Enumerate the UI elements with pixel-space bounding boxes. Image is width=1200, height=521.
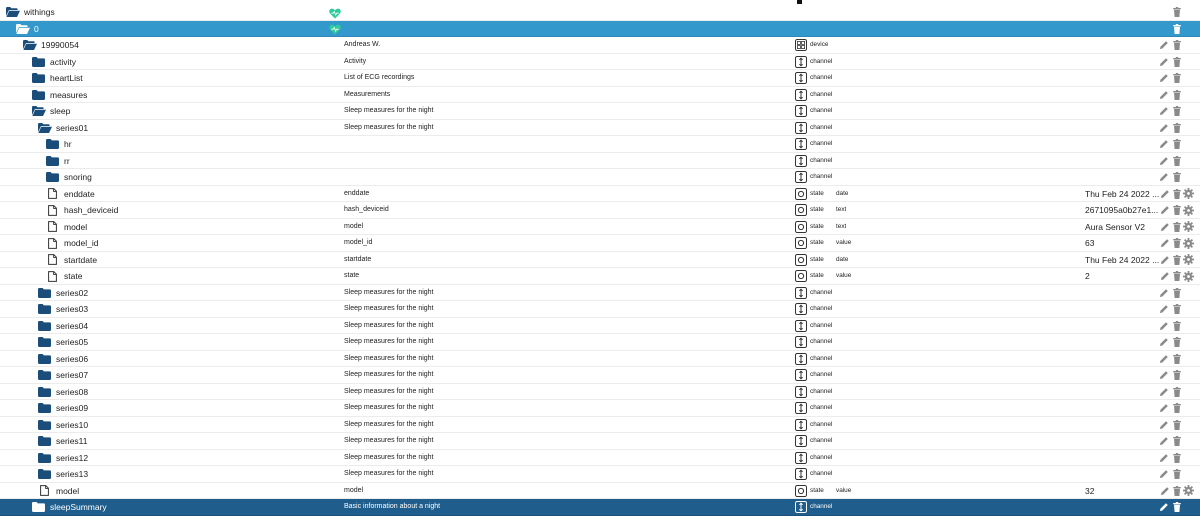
folder-icon[interactable] xyxy=(32,502,45,512)
object-name: heartList xyxy=(50,73,83,83)
edit-icon[interactable] xyxy=(1159,436,1169,446)
delete-icon[interactable] xyxy=(1172,354,1182,364)
heart-icon xyxy=(329,24,341,37)
delete-icon[interactable] xyxy=(1172,486,1182,496)
object-name: series01 xyxy=(56,122,89,133)
object-description: Sleep measures for the night xyxy=(344,387,434,395)
object-type: channel xyxy=(810,107,833,114)
object-type: channel xyxy=(810,354,833,362)
tree-row[interactable] xyxy=(0,499,1200,516)
file-icon[interactable] xyxy=(48,188,57,199)
object-role: value xyxy=(836,239,852,246)
object-description: Measurements xyxy=(344,90,391,98)
tree-row[interactable] xyxy=(0,318,1200,335)
settings-icon[interactable] xyxy=(1183,238,1193,248)
object-type: state xyxy=(810,486,824,494)
tree-row[interactable] xyxy=(0,186,1200,203)
file-icon[interactable] xyxy=(48,271,57,282)
object-type: channel xyxy=(810,305,833,312)
folder-icon[interactable] xyxy=(38,337,51,347)
delete-icon[interactable] xyxy=(1172,156,1182,166)
object-type: state xyxy=(810,189,824,197)
tree-row[interactable] xyxy=(0,120,1200,137)
channel-type-icon xyxy=(795,89,807,101)
object-name: series12 xyxy=(56,452,89,463)
edit-icon[interactable] xyxy=(1159,337,1169,347)
object-name: sleepSummary xyxy=(50,502,107,512)
folder-icon[interactable] xyxy=(38,321,51,331)
delete-icon[interactable] xyxy=(1172,337,1182,347)
object-description: enddate xyxy=(344,189,370,197)
object-type: channel xyxy=(810,74,833,81)
object-type: channel xyxy=(810,371,833,378)
object-description: Sleep measures for the night xyxy=(344,437,434,444)
delete-icon[interactable] xyxy=(1172,387,1182,397)
delete-icon[interactable] xyxy=(1172,205,1182,215)
object-value[interactable]: Thu Feb 24 2022 ... xyxy=(1085,254,1160,265)
object-description: model xyxy=(344,486,364,494)
object-value[interactable]: 32 xyxy=(1085,485,1095,496)
delete-icon[interactable] xyxy=(1172,24,1182,34)
object-name: hr xyxy=(64,139,72,149)
object-type: channel xyxy=(810,57,833,65)
folder-icon[interactable] xyxy=(38,403,51,413)
delete-icon[interactable] xyxy=(1172,57,1182,67)
object-name: series02 xyxy=(56,287,89,298)
tree-row[interactable] xyxy=(0,417,1200,434)
tree-row[interactable] xyxy=(0,202,1200,219)
delete-icon[interactable] xyxy=(1172,139,1182,149)
object-name: model xyxy=(64,221,88,232)
channel-type-icon xyxy=(795,402,807,414)
object-name: hash_deviceid xyxy=(64,205,119,215)
tree-row[interactable] xyxy=(0,235,1200,252)
file-icon[interactable] xyxy=(48,238,57,249)
tree-row[interactable] xyxy=(0,466,1200,483)
tree-row[interactable] xyxy=(0,334,1200,351)
tree-row[interactable] xyxy=(0,21,1200,38)
object-description: Andreas W. xyxy=(344,41,381,48)
folder-icon[interactable] xyxy=(32,90,45,100)
object-name: series10 xyxy=(56,419,89,430)
object-description: hash_deviceid xyxy=(344,206,389,213)
file-icon[interactable] xyxy=(40,485,49,496)
object-name: activity xyxy=(50,56,76,67)
state-type-icon xyxy=(795,221,807,233)
object-name: series13 xyxy=(56,469,89,479)
object-description: Sleep measures for the night xyxy=(344,354,434,362)
object-type: state xyxy=(810,222,824,230)
state-type-icon xyxy=(795,188,807,200)
tree-row[interactable] xyxy=(0,103,1200,120)
delete-icon[interactable] xyxy=(1172,453,1182,463)
edit-icon[interactable] xyxy=(1160,189,1170,199)
object-name: series05 xyxy=(56,337,89,347)
settings-icon[interactable] xyxy=(1183,485,1193,495)
delete-icon[interactable] xyxy=(1172,370,1182,380)
object-type: channel xyxy=(810,503,833,510)
folder-icon[interactable] xyxy=(38,436,51,446)
object-value[interactable]: Aura Sensor V2 xyxy=(1085,221,1146,232)
edit-icon[interactable] xyxy=(1159,106,1169,116)
object-value[interactable]: Thu Feb 24 2022 ... xyxy=(1085,188,1160,199)
tree-row[interactable] xyxy=(0,4,1200,21)
edit-icon[interactable] xyxy=(1160,486,1170,496)
tree-row[interactable] xyxy=(0,483,1200,500)
object-name: snoring xyxy=(64,172,92,182)
object-description: Sleep measures for the night xyxy=(344,404,434,411)
folder-icon[interactable] xyxy=(38,387,51,397)
state-type-icon xyxy=(795,204,807,216)
channel-type-icon xyxy=(795,419,807,431)
folder-icon[interactable] xyxy=(38,304,51,314)
object-type: state xyxy=(810,206,824,213)
delete-icon[interactable] xyxy=(1172,469,1182,479)
folder-icon[interactable] xyxy=(38,370,51,380)
edit-icon[interactable] xyxy=(1159,420,1169,430)
delete-icon[interactable] xyxy=(1172,304,1182,314)
folder-icon[interactable] xyxy=(38,354,51,364)
delete-icon[interactable] xyxy=(1172,172,1182,182)
settings-icon[interactable] xyxy=(1183,254,1193,264)
object-name: series06 xyxy=(56,353,89,364)
edit-icon[interactable] xyxy=(1160,222,1170,232)
object-role: text xyxy=(836,206,847,213)
tree-row[interactable] xyxy=(0,351,1200,368)
channel-type-icon xyxy=(795,72,807,84)
edit-icon[interactable] xyxy=(1159,123,1169,133)
object-type: state xyxy=(810,272,824,279)
edit-icon[interactable] xyxy=(1159,453,1169,463)
delete-icon[interactable] xyxy=(1172,271,1182,281)
channel-type-icon xyxy=(795,320,807,332)
delete-icon[interactable] xyxy=(1172,40,1182,50)
settings-icon[interactable] xyxy=(1183,205,1193,215)
object-name: 0 xyxy=(34,23,39,34)
tree-row[interactable] xyxy=(0,367,1200,384)
object-description: Sleep measures for the night xyxy=(344,470,434,477)
edit-icon[interactable] xyxy=(1159,354,1169,364)
object-type: channel xyxy=(810,140,833,147)
tree-row[interactable] xyxy=(0,219,1200,236)
object-role: text xyxy=(836,222,847,230)
object-type: channel xyxy=(810,387,833,395)
delete-icon[interactable] xyxy=(1172,73,1182,83)
delete-icon[interactable] xyxy=(1172,123,1182,133)
tree-row[interactable] xyxy=(0,54,1200,71)
settings-icon[interactable] xyxy=(1183,188,1193,198)
object-name: 19990054 xyxy=(41,40,79,50)
object-type: channel xyxy=(810,173,833,180)
edit-icon[interactable] xyxy=(1159,502,1169,512)
file-icon[interactable] xyxy=(48,221,57,232)
object-name: state xyxy=(64,271,83,281)
file-icon[interactable] xyxy=(48,205,57,216)
object-name: series09 xyxy=(56,403,89,413)
state-type-icon xyxy=(795,270,807,282)
tree-row[interactable] xyxy=(0,400,1200,417)
object-type: channel xyxy=(810,420,833,428)
tree-row[interactable] xyxy=(0,153,1200,170)
object-name: series03 xyxy=(56,304,89,314)
delete-icon[interactable] xyxy=(1172,502,1182,512)
object-role: date xyxy=(836,255,849,263)
folder-icon[interactable] xyxy=(38,453,51,463)
channel-type-icon xyxy=(795,303,807,315)
edit-icon[interactable] xyxy=(1159,469,1169,479)
object-type: channel xyxy=(810,338,833,345)
object-role: date xyxy=(836,189,849,197)
object-name: model xyxy=(56,485,80,496)
channel-type-icon xyxy=(795,336,807,348)
object-description: Sleep measures for the night xyxy=(344,123,434,131)
delete-icon[interactable] xyxy=(1172,90,1182,100)
delete-icon[interactable] xyxy=(1172,403,1182,413)
edit-icon[interactable] xyxy=(1159,403,1169,413)
object-type: channel xyxy=(810,404,833,411)
object-name: sleep xyxy=(50,106,71,116)
channel-type-icon xyxy=(795,171,807,183)
state-type-icon xyxy=(795,254,807,266)
edit-icon[interactable] xyxy=(1159,172,1169,182)
object-role: value xyxy=(836,272,852,279)
settings-icon[interactable] xyxy=(1183,221,1193,231)
state-type-icon xyxy=(795,485,807,497)
folder-open-icon[interactable] xyxy=(23,40,37,50)
heart-icon xyxy=(329,8,341,21)
folder-open-icon[interactable] xyxy=(38,123,52,133)
object-value[interactable]: 63 xyxy=(1085,238,1095,248)
edit-icon[interactable] xyxy=(1160,238,1170,248)
object-description: Sleep measures for the night xyxy=(344,288,434,296)
object-description: Sleep measures for the night xyxy=(344,107,434,114)
tree-row[interactable] xyxy=(0,433,1200,450)
object-name: model_id xyxy=(64,238,99,248)
object-description: Sleep measures for the night xyxy=(344,371,434,378)
channel-type-icon xyxy=(795,56,807,68)
object-type: channel xyxy=(810,288,833,296)
folder-open-icon[interactable] xyxy=(6,7,20,17)
edit-icon[interactable] xyxy=(1159,139,1169,149)
object-description: Activity xyxy=(344,57,367,65)
delete-icon[interactable] xyxy=(1172,255,1182,265)
edit-icon[interactable] xyxy=(1159,304,1169,314)
delete-icon[interactable] xyxy=(1172,420,1182,430)
object-name: enddate xyxy=(64,188,95,199)
object-description: Sleep measures for the night xyxy=(344,321,434,329)
channel-type-icon xyxy=(795,435,807,447)
tree-row[interactable] xyxy=(0,450,1200,467)
device-type-icon xyxy=(795,39,807,51)
edit-icon[interactable] xyxy=(1160,255,1170,265)
delete-icon[interactable] xyxy=(1172,189,1182,199)
tree-row[interactable] xyxy=(0,87,1200,104)
folder-icon[interactable] xyxy=(38,469,51,479)
object-role: value xyxy=(836,486,852,494)
edit-icon[interactable] xyxy=(1159,387,1169,397)
delete-icon[interactable] xyxy=(1172,436,1182,446)
channel-type-icon xyxy=(795,353,807,365)
folder-icon[interactable] xyxy=(46,139,59,149)
channel-type-icon xyxy=(795,122,807,134)
tree-row[interactable] xyxy=(0,301,1200,318)
folder-icon[interactable] xyxy=(38,288,51,298)
tree-row[interactable] xyxy=(0,70,1200,87)
object-name: series04 xyxy=(56,320,89,331)
object-type: device xyxy=(810,41,829,48)
tree-row[interactable] xyxy=(0,136,1200,153)
delete-icon[interactable] xyxy=(1172,321,1182,331)
channel-type-icon xyxy=(795,452,807,464)
channel-type-icon xyxy=(795,386,807,398)
state-type-icon xyxy=(795,237,807,249)
settings-icon[interactable] xyxy=(1183,271,1193,281)
edit-icon[interactable] xyxy=(1159,370,1169,380)
tree-row[interactable] xyxy=(0,268,1200,285)
object-name: withings xyxy=(24,7,55,17)
channel-type-icon xyxy=(795,501,807,513)
delete-icon[interactable] xyxy=(1172,7,1182,17)
tree-row[interactable] xyxy=(0,384,1200,401)
object-name: series07 xyxy=(56,370,89,380)
object-type: state xyxy=(810,239,824,246)
object-type: channel xyxy=(810,90,833,98)
channel-type-icon xyxy=(795,155,807,167)
delete-icon[interactable] xyxy=(1172,106,1182,116)
edit-icon[interactable] xyxy=(1159,321,1169,331)
tree-row[interactable] xyxy=(0,285,1200,302)
tree-row[interactable] xyxy=(0,252,1200,269)
object-description: Sleep measures for the night xyxy=(344,420,434,428)
object-description: Sleep measures for the night xyxy=(344,453,434,461)
delete-icon[interactable] xyxy=(1172,222,1182,232)
object-description: Sleep measures for the night xyxy=(344,338,434,345)
object-type: channel xyxy=(810,156,833,164)
object-value[interactable]: 2 xyxy=(1085,271,1090,281)
folder-open-icon[interactable] xyxy=(32,106,46,116)
object-name: startdate xyxy=(64,254,98,265)
object-description: model xyxy=(344,222,364,230)
object-description: Sleep measures for the night xyxy=(344,305,434,312)
channel-type-icon xyxy=(795,468,807,480)
folder-open-icon[interactable] xyxy=(16,24,30,34)
object-description: model_id xyxy=(344,239,373,246)
object-type: channel xyxy=(810,321,833,329)
delete-icon[interactable] xyxy=(1172,288,1182,298)
channel-type-icon xyxy=(795,105,807,117)
channel-type-icon xyxy=(795,287,807,299)
folder-icon[interactable] xyxy=(32,57,45,67)
channel-type-icon xyxy=(795,369,807,381)
object-type: channel xyxy=(810,470,833,477)
edit-icon[interactable] xyxy=(1159,288,1169,298)
edit-icon[interactable] xyxy=(1160,205,1170,215)
delete-icon[interactable] xyxy=(1172,238,1182,248)
tree-row[interactable] xyxy=(0,169,1200,186)
folder-icon[interactable] xyxy=(38,420,51,430)
object-description: List of ECG recordings xyxy=(344,74,415,81)
object-type: channel xyxy=(810,123,833,131)
object-value[interactable]: 2671095a0b27e1... xyxy=(1085,205,1159,215)
object-name: measures xyxy=(50,89,88,100)
folder-icon[interactable] xyxy=(46,156,59,166)
edit-icon[interactable] xyxy=(1159,57,1169,67)
object-name: rr xyxy=(64,155,70,166)
edit-icon[interactable] xyxy=(1159,156,1169,166)
edit-icon[interactable] xyxy=(1159,40,1169,50)
object-type: channel xyxy=(810,437,833,444)
channel-type-icon xyxy=(795,138,807,150)
edit-icon[interactable] xyxy=(1159,90,1169,100)
object-type: channel xyxy=(810,453,833,461)
edit-icon[interactable] xyxy=(1160,271,1170,281)
folder-icon[interactable] xyxy=(46,172,59,182)
edit-icon[interactable] xyxy=(1159,73,1169,83)
object-name: series11 xyxy=(56,436,88,446)
object-description: state xyxy=(344,272,360,279)
object-name: series08 xyxy=(56,386,89,397)
file-icon[interactable] xyxy=(48,254,57,265)
object-description: Basic information about a night xyxy=(344,503,441,510)
object-description: startdate xyxy=(344,255,372,263)
tree-row[interactable] xyxy=(0,37,1200,54)
object-type: state xyxy=(810,255,824,263)
folder-icon[interactable] xyxy=(32,73,45,83)
